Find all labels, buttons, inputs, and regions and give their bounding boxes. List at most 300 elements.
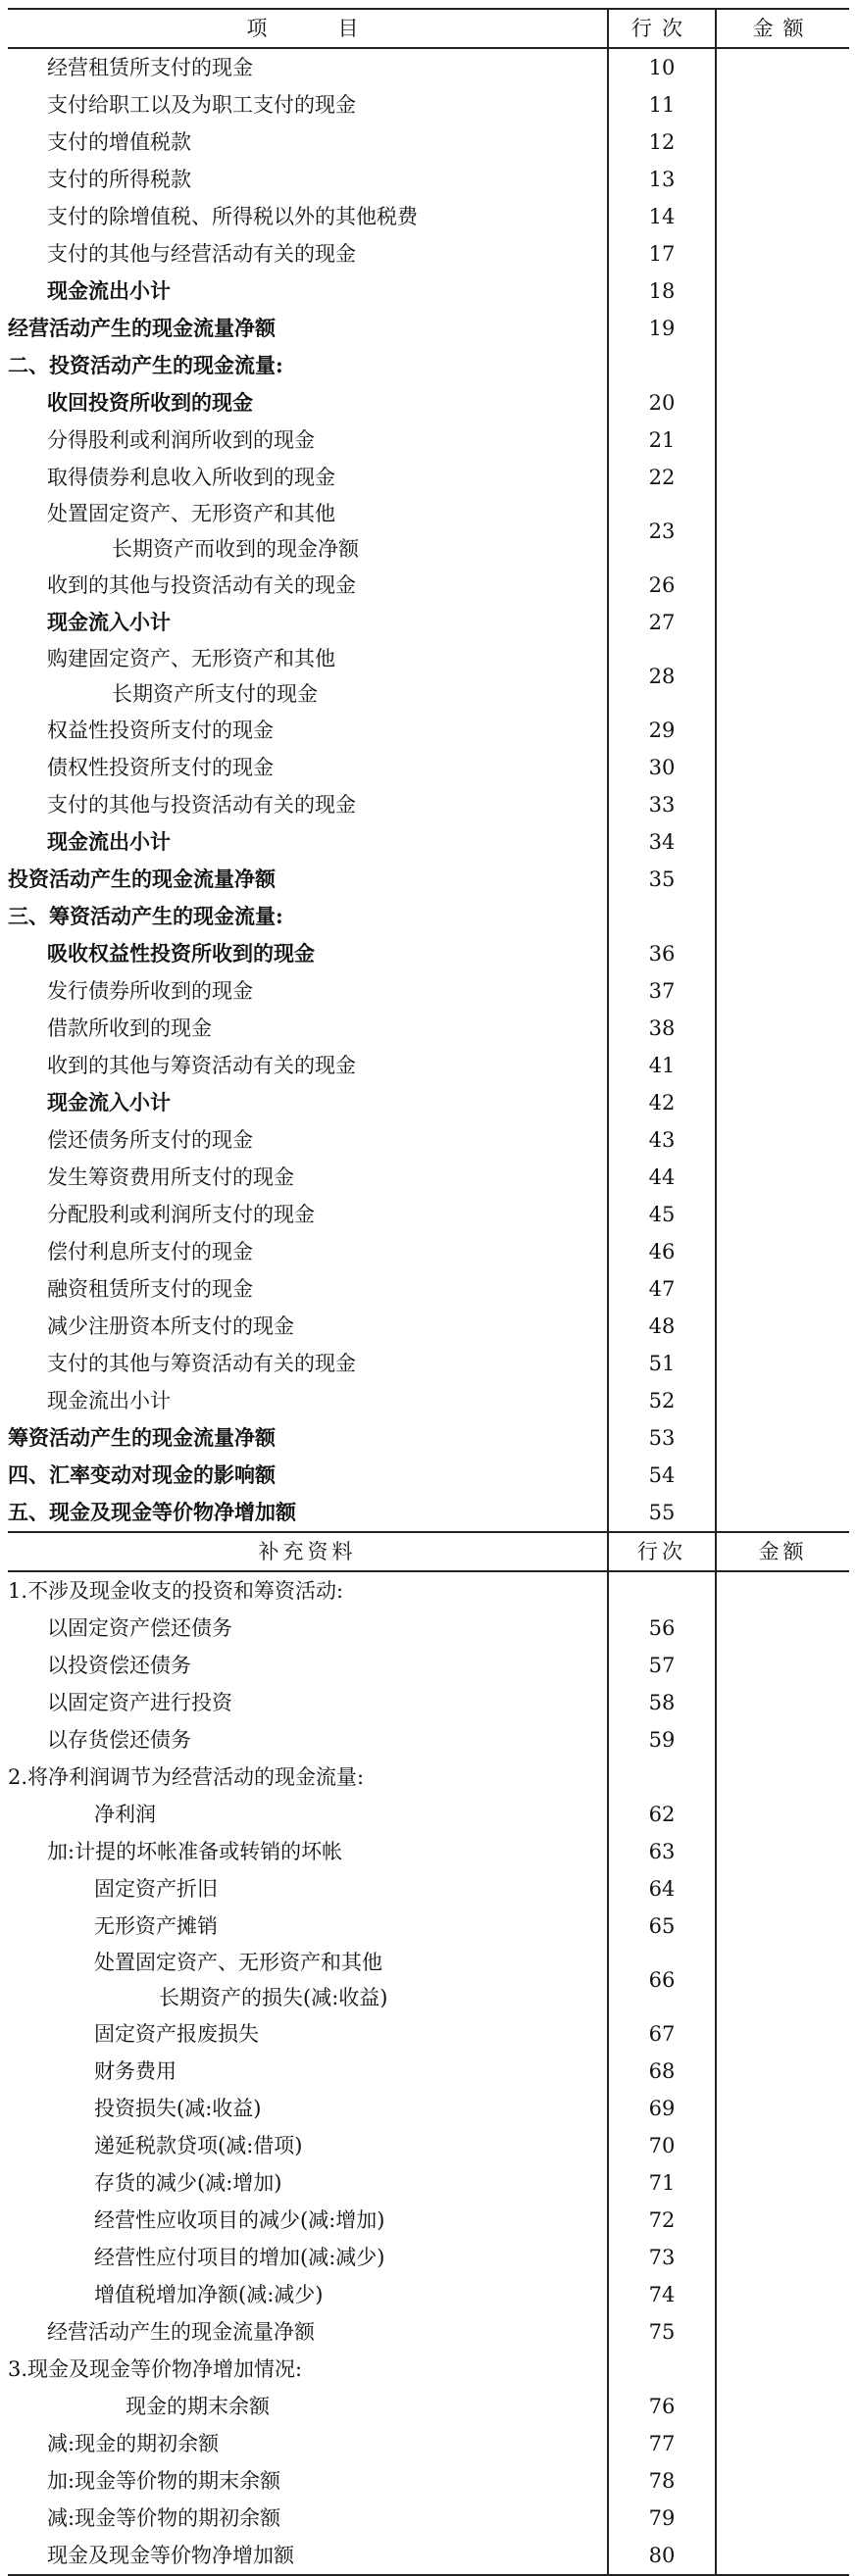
- row-amount: [716, 898, 849, 935]
- row-number: 77: [608, 2425, 716, 2462]
- table-row: [8, 2313, 849, 2351]
- table-row: [8, 310, 849, 347]
- row-number: 67: [608, 2015, 716, 2053]
- row-number: [608, 1571, 716, 1610]
- row-number: 54: [608, 1457, 716, 1494]
- row-number: [608, 347, 716, 384]
- row-label: [8, 749, 608, 786]
- row-label-line: 发行债券所收到的现金: [47, 979, 253, 1003]
- table-row: [8, 124, 849, 161]
- row-label: [8, 972, 608, 1010]
- table-row: [8, 604, 849, 641]
- row-label: [8, 496, 608, 567]
- row-label: [8, 2127, 608, 2164]
- row-amount: [716, 1907, 849, 1945]
- table-row: [8, 1308, 849, 1345]
- row-amount: [716, 2202, 849, 2239]
- row-label-line: 加:现金等价物的期末余额: [47, 2469, 281, 2493]
- header-row-no: 行次: [608, 9, 716, 48]
- row-label: [8, 2313, 608, 2351]
- table-row: [8, 2500, 849, 2537]
- row-number: 51: [608, 1345, 716, 1382]
- row-amount: [716, 604, 849, 641]
- row-amount: [716, 1419, 849, 1457]
- table-row: [8, 823, 849, 861]
- supplement-header: [8, 1532, 849, 1571]
- row-amount: [716, 235, 849, 272]
- table-row: [8, 749, 849, 786]
- row-number: 71: [608, 2164, 716, 2202]
- row-number: 53: [608, 1419, 716, 1457]
- row-number: 10: [608, 48, 716, 86]
- row-label-line: 经营性应收项目的减少(减:增加): [94, 2208, 385, 2232]
- row-amount: [716, 1345, 849, 1382]
- row-label: [8, 1647, 608, 1684]
- row-number: 43: [608, 1121, 716, 1159]
- row-number: 34: [608, 823, 716, 861]
- row-number: 68: [608, 2053, 716, 2090]
- row-label-line: 借款所收到的现金: [47, 1016, 212, 1040]
- row-number: 72: [608, 2202, 716, 2239]
- table-row: [8, 235, 849, 272]
- row-amount: [716, 2015, 849, 2053]
- row-number: 80: [608, 2537, 716, 2575]
- row-label-line: 3.现金及现金等价物净增加情况:: [8, 2357, 303, 2381]
- row-label: [8, 459, 608, 496]
- row-amount: [716, 198, 849, 235]
- table-row: [8, 1721, 849, 1759]
- row-label: [8, 2537, 608, 2575]
- row-amount: [716, 1308, 849, 1345]
- row-label: [8, 1419, 608, 1457]
- row-label: [8, 1084, 608, 1121]
- row-number: 14: [608, 198, 716, 235]
- header-item: 项 目: [8, 9, 608, 48]
- table-row: [8, 1270, 849, 1308]
- row-number: 45: [608, 1196, 716, 1233]
- row-amount: [716, 2425, 849, 2462]
- table-row: [8, 935, 849, 972]
- row-number: 11: [608, 86, 716, 124]
- row-label: [8, 1308, 608, 1345]
- row-label-line: 经营性应付项目的增加(减:减少): [94, 2246, 385, 2269]
- row-amount: [716, 1833, 849, 1870]
- row-label: [8, 935, 608, 972]
- table-row: [8, 384, 849, 421]
- row-amount: [716, 567, 849, 604]
- row-label: [8, 1494, 608, 1532]
- table-row: [8, 1796, 849, 1833]
- row-number: 52: [608, 1382, 716, 1419]
- table-row: [8, 567, 849, 604]
- row-number: 30: [608, 749, 716, 786]
- row-label: [8, 1382, 608, 1419]
- row-number: 64: [608, 1870, 716, 1907]
- row-label: [8, 1121, 608, 1159]
- row-amount: [716, 421, 849, 459]
- row-amount: [716, 2313, 849, 2351]
- table-row: [8, 1870, 849, 1907]
- row-label: [8, 235, 608, 272]
- row-label: [8, 2425, 608, 2462]
- row-amount: [716, 972, 849, 1010]
- table-row: [8, 496, 849, 567]
- row-label-line: 长期资产所支付的现金: [112, 682, 318, 706]
- row-label-line: 债权性投资所支付的现金: [47, 756, 274, 779]
- row-label-line: 支付的除增值税、所得税以外的其他税费: [47, 205, 418, 228]
- table-row: [8, 1196, 849, 1233]
- row-label-line: 购建固定资产、无形资产和其他: [47, 647, 335, 670]
- row-label: [8, 1796, 608, 1833]
- table-row: [8, 898, 849, 935]
- row-number: 75: [608, 2313, 716, 2351]
- row-label: [8, 712, 608, 749]
- row-label: [8, 641, 608, 712]
- row-label-line: 存货的减少(减:增加): [94, 2171, 282, 2195]
- row-amount: [716, 1159, 849, 1196]
- row-number: 13: [608, 161, 716, 198]
- row-label: [8, 1907, 608, 1945]
- row-amount: [716, 1084, 849, 1121]
- row-label-line: 长期资产而收到的现金净额: [112, 537, 359, 561]
- supplement-rows: [8, 1571, 849, 2575]
- row-amount: [716, 2164, 849, 2202]
- table-row: [8, 1684, 849, 1721]
- row-number: 69: [608, 2090, 716, 2127]
- row-number: 70: [608, 2127, 716, 2164]
- row-label-line: 筹资活动产生的现金流量净额: [8, 1425, 276, 1450]
- row-label: [8, 1457, 608, 1494]
- row-amount: [716, 1721, 849, 1759]
- row-label-line: 经营活动产生的现金流量净额: [47, 2320, 315, 2344]
- supplement-header-row-no: 行次: [608, 1532, 716, 1571]
- table-row: [8, 1419, 849, 1457]
- row-label-line: 1.不涉及现金收支的投资和筹资活动:: [8, 1579, 344, 1603]
- row-number: 33: [608, 786, 716, 823]
- table-row: [8, 2276, 849, 2313]
- row-label-line: 现金流出小计: [47, 829, 171, 854]
- row-number: 59: [608, 1721, 716, 1759]
- row-label: [8, 567, 608, 604]
- row-number: 35: [608, 861, 716, 898]
- table-row: [8, 2202, 849, 2239]
- row-label-line: 现金流入小计: [47, 1090, 171, 1115]
- row-amount: [716, 861, 849, 898]
- row-amount: [716, 1684, 849, 1721]
- table-row: [8, 2053, 849, 2090]
- row-number: 37: [608, 972, 716, 1010]
- table-row: [8, 1610, 849, 1647]
- row-amount: [716, 2276, 849, 2313]
- row-label-line: 发生筹资费用所支付的现金: [47, 1165, 294, 1189]
- row-amount: [716, 1457, 849, 1494]
- row-label: [8, 124, 608, 161]
- row-label: [8, 2164, 608, 2202]
- table-row: [8, 459, 849, 496]
- row-label-line: 收到的其他与投资活动有关的现金: [47, 573, 356, 597]
- supplement-header-amount: 金额: [716, 1532, 849, 1571]
- row-label-line: 取得债券利息收入所收到的现金: [47, 466, 335, 489]
- row-label-line: 固定资产报废损失: [94, 2022, 259, 2046]
- row-amount: [716, 124, 849, 161]
- row-label: [8, 86, 608, 124]
- row-label-line: 五、现金及现金等价物净增加额: [8, 1500, 296, 1524]
- row-amount: [716, 1796, 849, 1833]
- row-number: 56: [608, 1610, 716, 1647]
- row-number: 57: [608, 1647, 716, 1684]
- row-amount: [716, 1233, 849, 1270]
- table-row: [8, 1382, 849, 1419]
- row-label: [8, 2015, 608, 2053]
- row-label-line: 无形资产摊销: [94, 1914, 218, 1938]
- row-label: [8, 1684, 608, 1721]
- row-number: 73: [608, 2239, 716, 2276]
- row-label-line: 四、汇率变动对现金的影响额: [8, 1462, 276, 1487]
- row-amount: [716, 641, 849, 712]
- table-row: [8, 1010, 849, 1047]
- table-row: [8, 421, 849, 459]
- row-label-line: 长期资产的损失(减:收益): [159, 1986, 388, 2009]
- row-label: [8, 1047, 608, 1084]
- row-label-line: 减:现金的期初余额: [47, 2432, 220, 2455]
- row-number: 22: [608, 459, 716, 496]
- table-row: [8, 1759, 849, 1796]
- row-label-line: 以固定资产偿还债务: [47, 1616, 232, 1640]
- row-amount: [716, 2090, 849, 2127]
- row-amount: [716, 1945, 849, 2015]
- row-label: [8, 1159, 608, 1196]
- row-amount: [716, 2127, 849, 2164]
- row-label: [8, 1945, 608, 2015]
- row-amount: [716, 823, 849, 861]
- table-row: [8, 1345, 849, 1382]
- table-row: [8, 2425, 849, 2462]
- row-amount: [716, 2500, 849, 2537]
- row-amount: [716, 2462, 849, 2500]
- row-number: 17: [608, 235, 716, 272]
- row-label-line: 财务费用: [94, 2059, 176, 2083]
- row-number: 62: [608, 1796, 716, 1833]
- table-row: [8, 2127, 849, 2164]
- row-label: [8, 2351, 608, 2388]
- row-amount: [716, 1382, 849, 1419]
- row-number: 26: [608, 567, 716, 604]
- row-number: 48: [608, 1308, 716, 1345]
- row-number: [608, 1759, 716, 1796]
- row-amount: [716, 2053, 849, 2090]
- row-number: 78: [608, 2462, 716, 2500]
- row-label-line: 加:计提的坏帐准备或转销的坏帐: [47, 1840, 343, 1863]
- row-label-line: 支付的其他与经营活动有关的现金: [47, 242, 356, 266]
- row-amount: [716, 749, 849, 786]
- row-label-line: 支付的所得税款: [47, 168, 191, 191]
- row-label: [8, 421, 608, 459]
- row-number: 76: [608, 2388, 716, 2425]
- row-amount: [716, 1494, 849, 1532]
- row-amount: [716, 1610, 849, 1647]
- row-amount: [716, 2388, 849, 2425]
- row-label-line: 减:现金等价物的期初余额: [47, 2506, 281, 2530]
- row-label: [8, 2239, 608, 2276]
- row-label-line: 经营租赁所支付的现金: [47, 56, 253, 79]
- row-label: [8, 48, 608, 86]
- row-label-line: 递延税款贷项(减:借项): [94, 2134, 303, 2157]
- row-label-line: 投资活动产生的现金流量净额: [8, 867, 276, 891]
- row-number: [608, 898, 716, 935]
- row-amount: [716, 384, 849, 421]
- row-amount: [716, 459, 849, 496]
- table-row: [8, 161, 849, 198]
- row-label-line: 吸收权益性投资所收到的现金: [47, 941, 315, 966]
- table-row: [8, 712, 849, 749]
- row-label: [8, 1721, 608, 1759]
- table-row: [8, 2351, 849, 2388]
- row-label: [8, 1010, 608, 1047]
- row-label-line: 分配股利或利润所支付的现金: [47, 1203, 315, 1226]
- row-number: 36: [608, 935, 716, 972]
- table-row: [8, 1084, 849, 1121]
- row-label-line: 二、投资活动产生的现金流量:: [8, 353, 283, 377]
- row-amount: [716, 1759, 849, 1796]
- table-row: [8, 786, 849, 823]
- row-label-line: 处置固定资产、无形资产和其他: [47, 502, 335, 525]
- row-label-line: 支付给职工以及为职工支付的现金: [47, 93, 356, 117]
- row-label-line: 2.将净利润调节为经营活动的现金流量:: [8, 1765, 365, 1789]
- table-row: [8, 2239, 849, 2276]
- table-row: [8, 1945, 849, 2015]
- table-row: [8, 272, 849, 310]
- row-label-line: 减少注册资本所支付的现金: [47, 1314, 294, 1338]
- row-number: 19: [608, 310, 716, 347]
- table-row: [8, 48, 849, 86]
- table-header: [8, 9, 849, 48]
- row-label: [8, 198, 608, 235]
- row-amount: [716, 2537, 849, 2575]
- table-row: [8, 1647, 849, 1684]
- row-amount: [716, 1647, 849, 1684]
- row-number: 27: [608, 604, 716, 641]
- row-label-line: 支付的其他与筹资活动有关的现金: [47, 1352, 356, 1375]
- row-label: [8, 2053, 608, 2090]
- row-number: 66: [608, 1945, 716, 2015]
- row-label: [8, 272, 608, 310]
- row-label-line: 权益性投资所支付的现金: [47, 718, 274, 742]
- table-row: [8, 1571, 849, 1610]
- row-label: [8, 1196, 608, 1233]
- row-label-line: 经营活动产生的现金流量净额: [8, 316, 276, 340]
- row-label: [8, 2388, 608, 2425]
- row-label: [8, 347, 608, 384]
- row-label-line: 收到的其他与筹资活动有关的现金: [47, 1054, 356, 1077]
- table-row: [8, 2462, 849, 2500]
- row-amount: [716, 1870, 849, 1907]
- row-amount: [716, 1571, 849, 1610]
- row-number: 12: [608, 124, 716, 161]
- row-number: 65: [608, 1907, 716, 1945]
- row-amount: [716, 86, 849, 124]
- row-number: 74: [608, 2276, 716, 2313]
- row-amount: [716, 347, 849, 384]
- row-amount: [716, 48, 849, 86]
- row-label-line: 以存货偿还债务: [47, 1728, 191, 1752]
- row-amount: [716, 161, 849, 198]
- row-label: [8, 2202, 608, 2239]
- row-label: [8, 2276, 608, 2313]
- row-label-line: 现金流出小计: [47, 1389, 171, 1412]
- row-number: 47: [608, 1270, 716, 1308]
- row-label-line: 以投资偿还债务: [47, 1654, 191, 1677]
- row-amount: [716, 1010, 849, 1047]
- main-rows: [8, 48, 849, 1532]
- row-label: [8, 384, 608, 421]
- row-label: [8, 1233, 608, 1270]
- row-label: [8, 1610, 608, 1647]
- row-label-line: 投资损失(减:收益): [94, 2097, 262, 2120]
- header-amount: 金额: [716, 9, 849, 48]
- row-number: 29: [608, 712, 716, 749]
- table-row: [8, 2388, 849, 2425]
- table-row: [8, 1457, 849, 1494]
- row-label-line: 固定资产折旧: [94, 1877, 218, 1901]
- row-label: [8, 861, 608, 898]
- row-number: 63: [608, 1833, 716, 1870]
- table-row: [8, 1233, 849, 1270]
- row-label-line: 收回投资所收到的现金: [47, 390, 253, 415]
- row-label: [8, 604, 608, 641]
- row-label-line: 支付的增值税款: [47, 130, 191, 154]
- row-amount: [716, 935, 849, 972]
- row-number: 38: [608, 1010, 716, 1047]
- row-label-line: 净利润: [94, 1803, 156, 1826]
- row-label: [8, 2462, 608, 2500]
- row-label-line: 现金的期末余额: [126, 2395, 270, 2418]
- table-row: [8, 2537, 849, 2575]
- row-amount: [716, 1047, 849, 1084]
- row-label-line: 融资租赁所支付的现金: [47, 1277, 253, 1301]
- table-row: [8, 1833, 849, 1870]
- row-label-line: 支付的其他与投资活动有关的现金: [47, 793, 356, 817]
- row-label: [8, 1345, 608, 1382]
- row-number: 46: [608, 1233, 716, 1270]
- row-amount: [716, 712, 849, 749]
- row-label-line: 分得股利或利润所收到的现金: [47, 428, 315, 452]
- table-row: [8, 198, 849, 235]
- row-label: [8, 2090, 608, 2127]
- table-row: [8, 2090, 849, 2127]
- row-label-line: 三、筹资活动产生的现金流量:: [8, 904, 283, 928]
- row-number: 21: [608, 421, 716, 459]
- table-row: [8, 972, 849, 1010]
- row-label: [8, 1759, 608, 1796]
- table-row: [8, 1121, 849, 1159]
- table-row: [8, 86, 849, 124]
- row-label: [8, 2500, 608, 2537]
- row-label-line: 增值税增加净额(减:减少): [94, 2283, 324, 2306]
- row-label-line: 偿付利息所支付的现金: [47, 1240, 253, 1263]
- row-amount: [716, 310, 849, 347]
- row-amount: [716, 1270, 849, 1308]
- row-number: [608, 2351, 716, 2388]
- row-amount: [716, 786, 849, 823]
- row-label: [8, 823, 608, 861]
- row-label: [8, 1270, 608, 1308]
- row-amount: [716, 1121, 849, 1159]
- row-number: 41: [608, 1047, 716, 1084]
- supplement-header-item: 补充资料: [8, 1532, 608, 1571]
- row-number: 23: [608, 496, 716, 567]
- row-amount: [716, 1196, 849, 1233]
- row-label-line: 现金流入小计: [47, 610, 171, 634]
